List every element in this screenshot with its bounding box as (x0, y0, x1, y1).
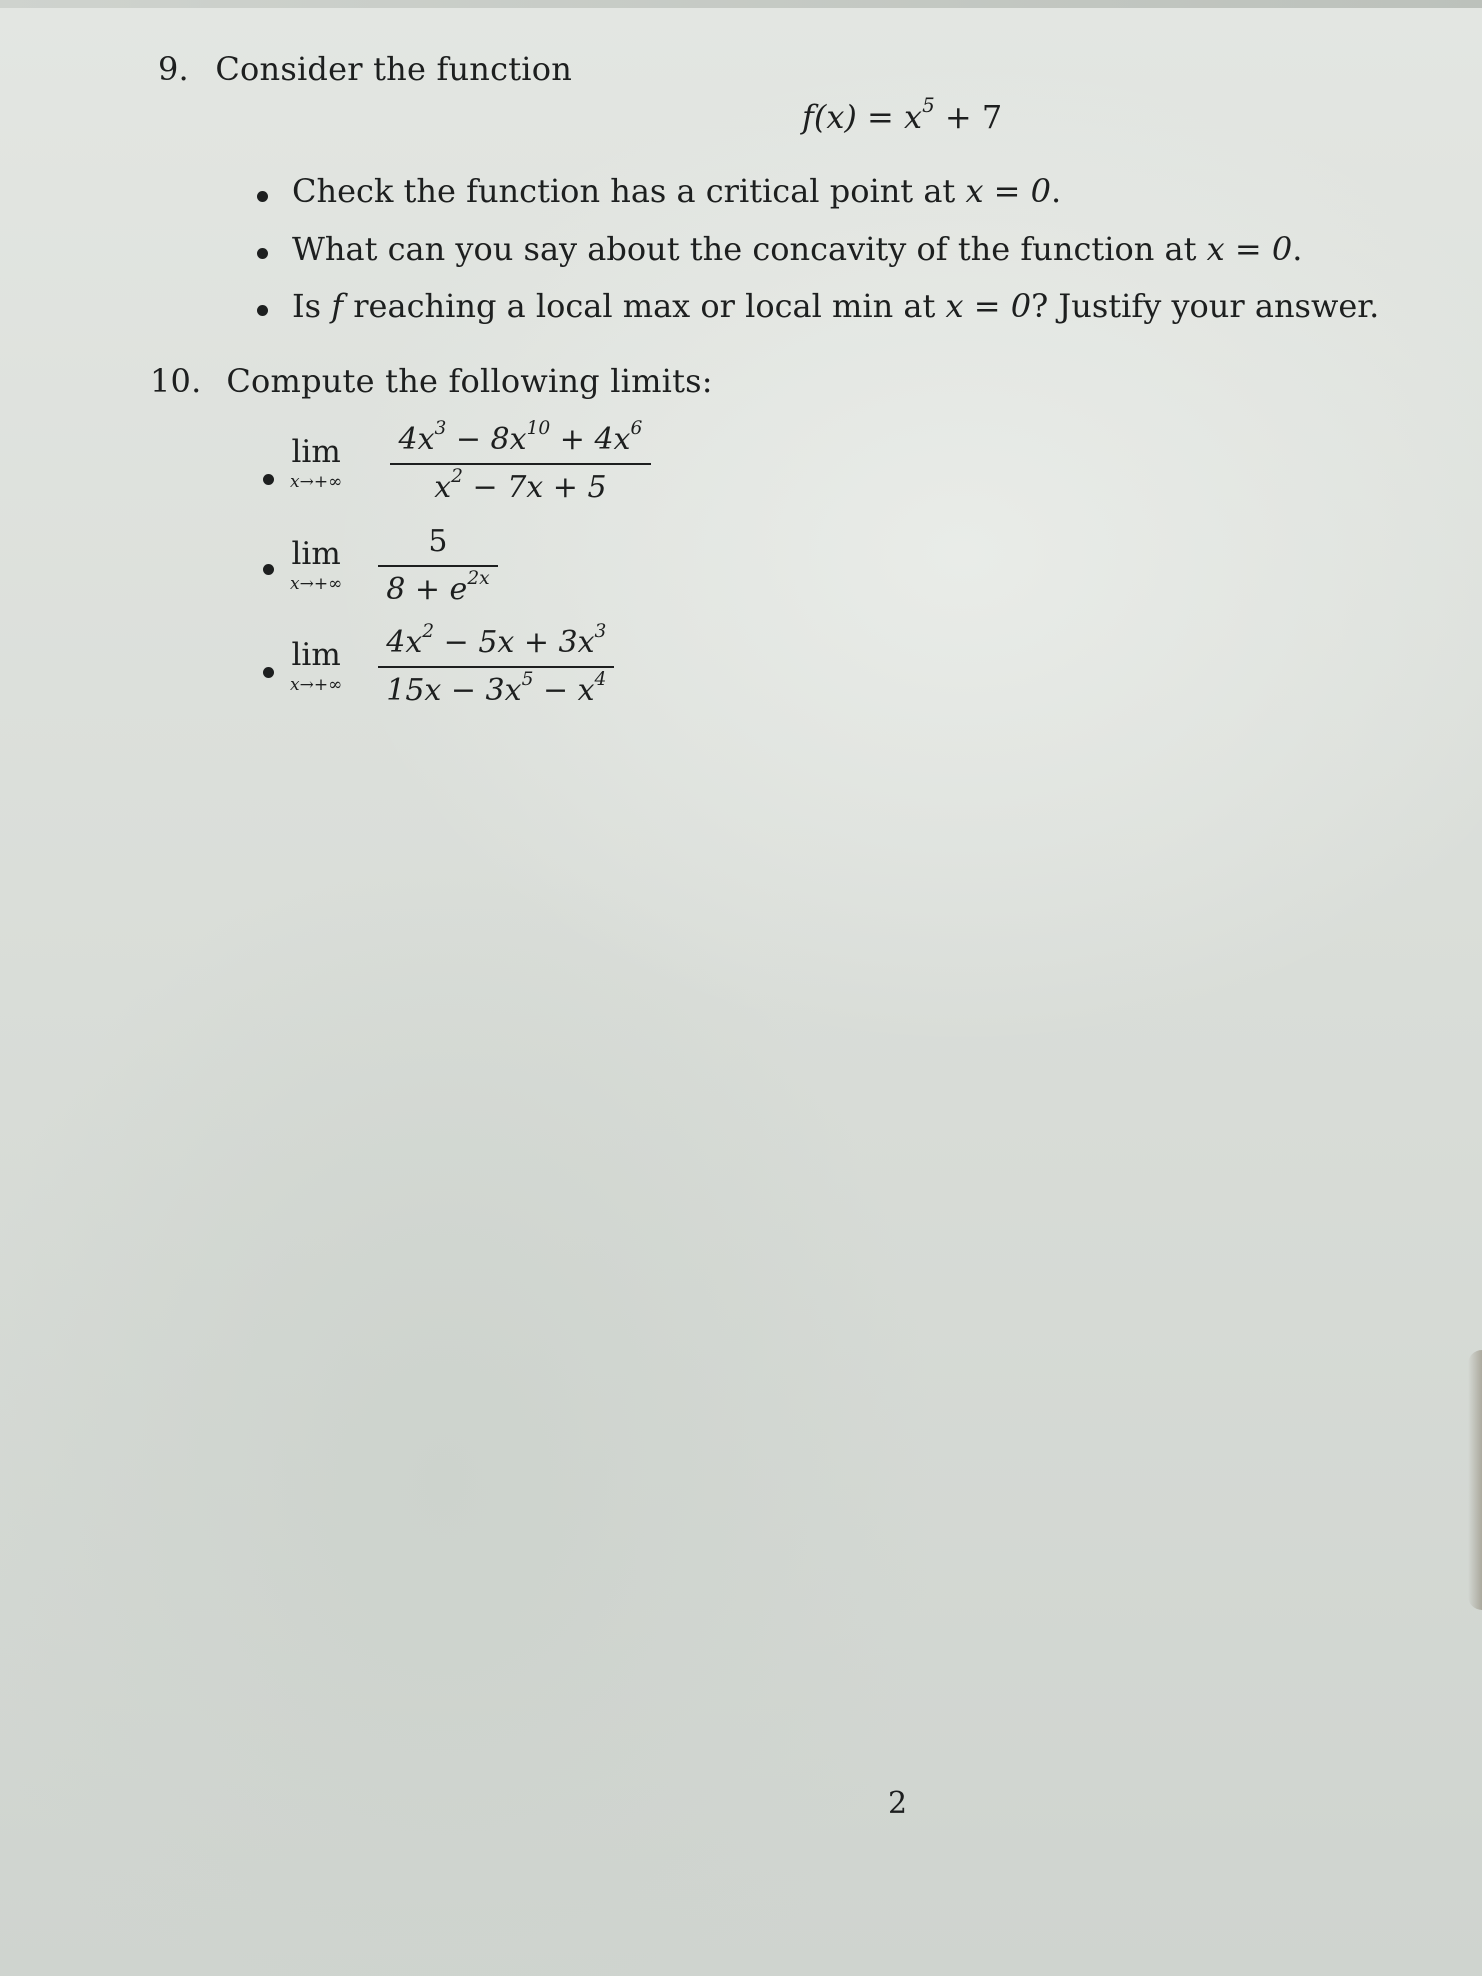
lim-operator (290, 637, 343, 695)
bullet-dot (257, 191, 268, 202)
problem-10-number: 10. (150, 362, 202, 400)
problem-9-bullet-2 (292, 230, 1302, 268)
bullet-text: Check the function has a critical point at (292, 172, 966, 210)
exponent: 6 (630, 418, 643, 440)
bullet-text: . (1292, 230, 1303, 268)
exponent: 3 (434, 418, 447, 440)
problem-9-number: 9. (158, 50, 189, 88)
term: − 8x (446, 422, 527, 457)
bullet-text: reaching a local max or local min at (343, 287, 946, 325)
limit-3 (290, 621, 614, 708)
lim-subscript: x→+∞ (290, 675, 343, 695)
page-edge (0, 0, 1482, 8)
bullet-dot (257, 248, 268, 259)
bullet-text: What can you say about the concavity of the function at (292, 230, 1207, 268)
term: x (434, 470, 452, 505)
problem-9-bullet-1 (292, 172, 1061, 210)
exponent: 2 (451, 466, 464, 488)
equation-rhs: + 7 (934, 98, 1003, 136)
exponent: 2 (422, 621, 435, 643)
problem-9-bullet-3 (292, 287, 1379, 325)
limit-2-fraction (378, 524, 497, 607)
equation-lhs: f(x) = x (802, 98, 923, 136)
limit-1-fraction (390, 418, 650, 505)
page-number: 2 (888, 1786, 908, 1821)
lim-word: lim (291, 536, 341, 572)
lim-subscript: x→+∞ (290, 574, 343, 594)
term: − 7x + 5 (463, 470, 607, 505)
lim-subscript: x→+∞ (290, 472, 343, 492)
exponent: 3 (594, 621, 607, 643)
exponent: 5 (521, 669, 534, 691)
limit-2-numerator (420, 524, 455, 565)
math-expression: x = 0 (1206, 230, 1293, 268)
function-equation (802, 94, 1003, 136)
limit-1-denominator (390, 463, 650, 503)
bullet-dot (263, 474, 274, 485)
limit-1-numerator (390, 418, 650, 463)
problem-9-text: Consider the function (215, 50, 573, 88)
equation-exponent: 5 (922, 94, 935, 118)
term: + 4x (550, 422, 631, 457)
bullet-dot (263, 667, 274, 678)
math-expression: x = 0 (965, 172, 1051, 210)
bullet-dot (263, 564, 274, 575)
lim-operator (290, 536, 343, 594)
exponent: 2x (467, 568, 490, 590)
term: 5 (428, 524, 448, 559)
lim-word: lim (291, 434, 341, 470)
shadow (1468, 1350, 1482, 1610)
term: − 5x + 3x (434, 625, 595, 660)
limit-3-fraction (378, 621, 614, 708)
bullet-text: ? Justify your answer. (1031, 287, 1380, 325)
limit-3-numerator (378, 621, 614, 666)
term: 4x (398, 422, 435, 457)
exponent: 4 (594, 669, 607, 691)
term: 15x − 3x (386, 673, 522, 708)
limit-2 (290, 524, 498, 607)
limit-1 (290, 418, 651, 505)
bullet-text: . (1051, 172, 1062, 210)
term: 8 + e (386, 572, 468, 607)
bullet-text: Is (292, 287, 332, 325)
term: 4x (386, 625, 423, 660)
exponent: 10 (526, 418, 551, 440)
lim-word: lim (291, 637, 341, 673)
problem-10-text: Compute the following limits: (226, 362, 713, 400)
bullet-dot (257, 305, 268, 316)
math-expression: x = 0 (945, 287, 1032, 325)
problem-10-title (150, 362, 713, 400)
math-f: f (331, 287, 344, 325)
problem-9-title (158, 50, 572, 88)
term: − x (533, 673, 595, 708)
limit-2-denominator (378, 565, 497, 605)
limit-3-denominator (378, 666, 614, 706)
lim-operator (290, 434, 343, 492)
